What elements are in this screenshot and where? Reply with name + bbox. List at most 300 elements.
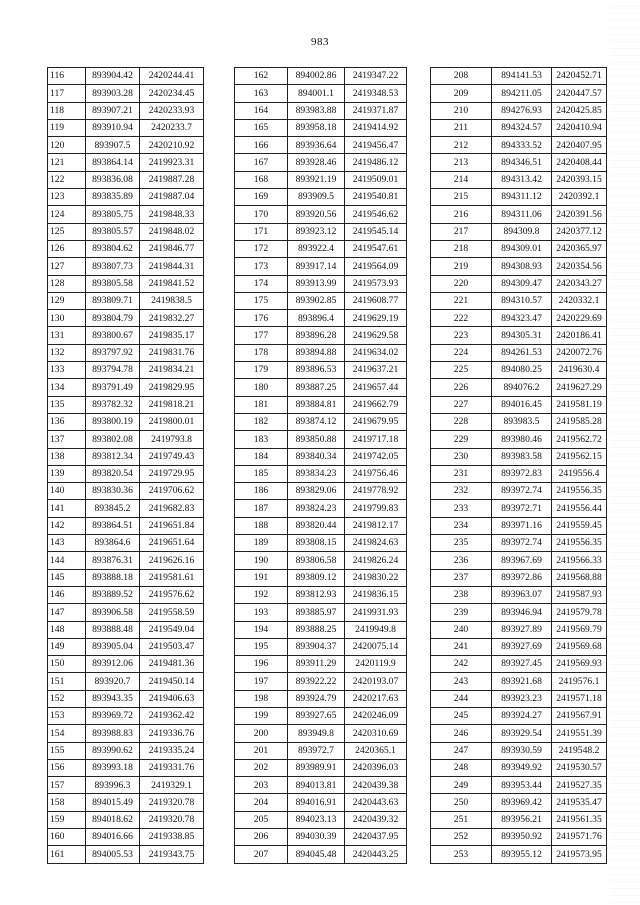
y-coordinate-cell: 2419562.15	[552, 448, 607, 465]
x-coordinate-cell: 893835.89	[86, 189, 140, 206]
x-coordinate-cell: 893983.88	[288, 102, 345, 119]
x-coordinate-cell: 893923.23	[492, 690, 552, 707]
point-number-cell: 247	[431, 742, 492, 759]
y-coordinate-cell: 2419846.77	[140, 240, 204, 257]
table-row	[431, 638, 607, 655]
x-coordinate-cell: 893896.53	[288, 362, 345, 379]
y-coordinate-cell: 2419556.35	[552, 535, 607, 552]
table-row	[431, 379, 607, 396]
table-row	[431, 396, 607, 413]
point-number-cell: 216	[431, 206, 492, 223]
y-coordinate-cell: 2419559.45	[552, 517, 607, 534]
x-coordinate-cell: 893917.14	[288, 258, 345, 275]
x-coordinate-cell: 893924.79	[288, 690, 345, 707]
y-coordinate-cell: 2419545.14	[345, 223, 407, 240]
x-coordinate-cell: 893836.08	[86, 171, 140, 188]
scan-edge-artifact	[610, 0, 640, 905]
x-coordinate-cell: 893920.7	[86, 673, 140, 690]
point-number-cell: 175	[235, 292, 288, 309]
y-coordinate-cell: 2420408.44	[552, 154, 607, 171]
table-row	[48, 604, 204, 621]
x-coordinate-cell: 893972.74	[492, 535, 552, 552]
point-number-cell: 249	[431, 777, 492, 794]
point-number-cell: 240	[431, 621, 492, 638]
y-coordinate-cell: 2419549.04	[140, 621, 204, 638]
x-coordinate-cell: 894015.49	[86, 794, 140, 811]
table-row	[48, 552, 204, 569]
point-number-cell: 130	[48, 310, 86, 327]
point-number-cell: 204	[235, 794, 288, 811]
x-coordinate-cell: 893910.94	[86, 119, 140, 136]
point-number-cell: 206	[235, 829, 288, 846]
x-coordinate-cell: 894310.57	[492, 292, 552, 309]
table-row	[48, 413, 204, 430]
point-number-cell: 167	[235, 154, 288, 171]
x-coordinate-cell: 893990.62	[86, 742, 140, 759]
table-row	[48, 535, 204, 552]
point-number-cell: 196	[235, 656, 288, 673]
y-coordinate-cell: 2419637.21	[345, 362, 407, 379]
y-coordinate-cell: 2419569.68	[552, 638, 607, 655]
y-coordinate-cell: 2419838.5	[140, 292, 204, 309]
point-number-cell: 128	[48, 275, 86, 292]
table-row	[431, 189, 607, 206]
y-coordinate-cell: 2419348.53	[345, 85, 407, 102]
table-row	[431, 327, 607, 344]
x-coordinate-cell: 894016.91	[288, 794, 345, 811]
point-number-cell: 228	[431, 413, 492, 430]
x-coordinate-cell: 893812.93	[288, 586, 345, 603]
x-coordinate-cell: 893927.69	[492, 638, 552, 655]
y-coordinate-cell: 2419569.79	[552, 621, 607, 638]
coordinate-table-1	[47, 67, 204, 864]
table-row	[431, 483, 607, 500]
x-coordinate-cell: 893907.5	[86, 137, 140, 154]
table-row	[431, 673, 607, 690]
x-coordinate-cell: 893887.25	[288, 379, 345, 396]
table-row	[235, 725, 407, 742]
point-number-cell: 241	[431, 638, 492, 655]
table-row	[48, 517, 204, 534]
x-coordinate-cell: 893927.45	[492, 656, 552, 673]
point-number-cell: 150	[48, 656, 86, 673]
table-row	[48, 811, 204, 828]
table-row	[48, 310, 204, 327]
point-number-cell: 248	[431, 759, 492, 776]
point-number-cell: 185	[235, 465, 288, 482]
y-coordinate-cell: 2420447.57	[552, 85, 607, 102]
x-coordinate-cell: 893840.34	[288, 448, 345, 465]
point-number-cell: 129	[48, 292, 86, 309]
point-number-cell: 197	[235, 673, 288, 690]
y-coordinate-cell: 2419844.31	[140, 258, 204, 275]
y-coordinate-cell: 2419576.62	[140, 586, 204, 603]
table-row	[48, 292, 204, 309]
table-row	[431, 431, 607, 448]
y-coordinate-cell: 2419651.84	[140, 517, 204, 534]
table-row	[431, 759, 607, 776]
coordinate-table-3	[430, 67, 607, 864]
y-coordinate-cell: 2419320.78	[140, 811, 204, 828]
x-coordinate-cell: 893804.62	[86, 240, 140, 257]
y-coordinate-cell: 2419562.72	[552, 431, 607, 448]
y-coordinate-cell: 2419717.18	[345, 431, 407, 448]
x-coordinate-cell: 893911.29	[288, 656, 345, 673]
point-number-cell: 223	[431, 327, 492, 344]
point-number-cell: 218	[431, 240, 492, 257]
point-number-cell: 131	[48, 327, 86, 344]
x-coordinate-cell: 893920.56	[288, 206, 345, 223]
table-row	[431, 586, 607, 603]
x-coordinate-cell: 893809.71	[86, 292, 140, 309]
point-number-cell: 251	[431, 811, 492, 828]
y-coordinate-cell: 2419556.44	[552, 500, 607, 517]
table-row	[48, 102, 204, 119]
y-coordinate-cell: 2419566.33	[552, 552, 607, 569]
x-coordinate-cell: 893907.21	[86, 102, 140, 119]
table-row	[235, 604, 407, 621]
point-number-cell: 133	[48, 362, 86, 379]
x-coordinate-cell: 893930.59	[492, 742, 552, 759]
y-coordinate-cell: 2419829.95	[140, 379, 204, 396]
table-row	[431, 725, 607, 742]
x-coordinate-cell: 893950.92	[492, 829, 552, 846]
table-row	[431, 258, 607, 275]
table-row	[48, 119, 204, 136]
table-row	[235, 742, 407, 759]
y-coordinate-cell: 2419320.78	[140, 794, 204, 811]
point-number-cell: 136	[48, 413, 86, 430]
y-coordinate-cell: 2419561.35	[552, 811, 607, 828]
table-row	[431, 707, 607, 724]
table-row	[431, 362, 607, 379]
x-coordinate-cell: 893806.58	[288, 552, 345, 569]
point-number-cell: 151	[48, 673, 86, 690]
table-row	[48, 829, 204, 846]
x-coordinate-cell: 893794.78	[86, 362, 140, 379]
table-row	[431, 777, 607, 794]
x-coordinate-cell: 893850.88	[288, 431, 345, 448]
y-coordinate-cell: 2419450.14	[140, 673, 204, 690]
y-coordinate-cell: 2420210.92	[140, 137, 204, 154]
y-coordinate-cell: 2419336.76	[140, 725, 204, 742]
y-coordinate-cell: 2419923.31	[140, 154, 204, 171]
y-coordinate-cell: 2419486.12	[345, 154, 407, 171]
x-coordinate-cell: 894324.57	[492, 119, 552, 136]
point-number-cell: 230	[431, 448, 492, 465]
x-coordinate-cell: 893955.12	[492, 846, 552, 863]
point-number-cell: 138	[48, 448, 86, 465]
point-number-cell: 159	[48, 811, 86, 828]
point-number-cell: 172	[235, 240, 288, 257]
x-coordinate-cell: 893808.15	[288, 535, 345, 552]
point-number-cell: 176	[235, 310, 288, 327]
x-coordinate-cell: 893949.8	[288, 725, 345, 742]
table-row	[235, 362, 407, 379]
x-coordinate-cell: 893905.04	[86, 638, 140, 655]
x-coordinate-cell: 893885.97	[288, 604, 345, 621]
x-coordinate-cell: 893924.27	[492, 707, 552, 724]
x-coordinate-cell: 894261.53	[492, 344, 552, 361]
x-coordinate-cell: 893820.54	[86, 465, 140, 482]
table-row	[431, 569, 607, 586]
table-row	[48, 85, 204, 102]
y-coordinate-cell: 2419558.59	[140, 604, 204, 621]
y-coordinate-cell: 2419706.62	[140, 483, 204, 500]
y-coordinate-cell: 2420392.1	[552, 189, 607, 206]
y-coordinate-cell: 2419799.83	[345, 500, 407, 517]
x-coordinate-cell: 893896.28	[288, 327, 345, 344]
table-row	[48, 846, 204, 863]
x-coordinate-cell: 894309.8	[492, 223, 552, 240]
x-coordinate-cell: 893972.71	[492, 500, 552, 517]
x-coordinate-cell: 894333.52	[492, 137, 552, 154]
y-coordinate-cell: 2419729.95	[140, 465, 204, 482]
point-number-cell: 245	[431, 707, 492, 724]
y-coordinate-cell: 2419456.47	[345, 137, 407, 154]
point-number-cell: 215	[431, 189, 492, 206]
y-coordinate-cell: 2419835.17	[140, 327, 204, 344]
table-row	[235, 811, 407, 828]
point-number-cell: 177	[235, 327, 288, 344]
point-number-cell: 209	[431, 85, 492, 102]
point-number-cell: 253	[431, 846, 492, 863]
x-coordinate-cell: 893888.18	[86, 569, 140, 586]
y-coordinate-cell: 2419848.02	[140, 223, 204, 240]
y-coordinate-cell: 2419627.29	[552, 379, 607, 396]
table-row	[431, 517, 607, 534]
x-coordinate-cell: 893876.31	[86, 552, 140, 569]
x-coordinate-cell: 893936.64	[288, 137, 345, 154]
x-coordinate-cell: 893864.51	[86, 517, 140, 534]
y-coordinate-cell: 2419830.22	[345, 569, 407, 586]
table-row	[235, 777, 407, 794]
point-number-cell: 250	[431, 794, 492, 811]
y-coordinate-cell: 2419571.76	[552, 829, 607, 846]
x-coordinate-cell: 894018.62	[86, 811, 140, 828]
x-coordinate-cell: 893809.12	[288, 569, 345, 586]
table-row	[48, 742, 204, 759]
table-row	[431, 240, 607, 257]
y-coordinate-cell: 2419793.8	[140, 431, 204, 448]
y-coordinate-cell: 2420119.9	[345, 656, 407, 673]
table-row	[48, 777, 204, 794]
x-coordinate-cell: 894309.47	[492, 275, 552, 292]
y-coordinate-cell: 2419503.47	[140, 638, 204, 655]
y-coordinate-cell: 2419573.95	[552, 846, 607, 863]
point-number-cell: 134	[48, 379, 86, 396]
table-row	[235, 517, 407, 534]
table-row	[431, 742, 607, 759]
point-number-cell: 234	[431, 517, 492, 534]
table-row	[235, 119, 407, 136]
table-row	[431, 535, 607, 552]
point-number-cell: 194	[235, 621, 288, 638]
table-row	[431, 448, 607, 465]
point-number-cell: 198	[235, 690, 288, 707]
x-coordinate-cell: 893983.58	[492, 448, 552, 465]
point-number-cell: 160	[48, 829, 86, 846]
x-coordinate-cell: 894311.12	[492, 189, 552, 206]
table-row	[48, 275, 204, 292]
table-row	[235, 846, 407, 863]
point-number-cell: 213	[431, 154, 492, 171]
point-number-cell: 156	[48, 759, 86, 776]
table-row	[235, 431, 407, 448]
x-coordinate-cell: 893993.18	[86, 759, 140, 776]
table-row	[48, 258, 204, 275]
table-row	[48, 656, 204, 673]
y-coordinate-cell: 2420377.12	[552, 223, 607, 240]
point-number-cell: 135	[48, 396, 86, 413]
x-coordinate-cell: 894311.06	[492, 206, 552, 223]
x-coordinate-cell: 893904.42	[86, 68, 140, 85]
x-coordinate-cell: 894002.86	[288, 68, 345, 85]
table-row	[431, 137, 607, 154]
point-number-cell: 233	[431, 500, 492, 517]
y-coordinate-cell: 2419630.4	[552, 362, 607, 379]
x-coordinate-cell: 893980.46	[492, 431, 552, 448]
x-coordinate-cell: 893988.83	[86, 725, 140, 742]
point-number-cell: 140	[48, 483, 86, 500]
y-coordinate-cell: 2419608.77	[345, 292, 407, 309]
table-row	[431, 846, 607, 863]
y-coordinate-cell: 2419509.01	[345, 171, 407, 188]
point-number-cell: 146	[48, 586, 86, 603]
y-coordinate-cell: 2419414.92	[345, 119, 407, 136]
point-number-cell: 190	[235, 552, 288, 569]
table-row	[48, 137, 204, 154]
y-coordinate-cell: 2420452.71	[552, 68, 607, 85]
point-number-cell: 118	[48, 102, 86, 119]
point-number-cell: 192	[235, 586, 288, 603]
point-number-cell: 164	[235, 102, 288, 119]
point-number-cell: 201	[235, 742, 288, 759]
point-number-cell: 220	[431, 275, 492, 292]
point-number-cell: 205	[235, 811, 288, 828]
y-coordinate-cell: 2419662.79	[345, 396, 407, 413]
y-coordinate-cell: 2419834.21	[140, 362, 204, 379]
table-row	[235, 569, 407, 586]
table-row	[431, 292, 607, 309]
x-coordinate-cell: 894016.45	[492, 396, 552, 413]
y-coordinate-cell: 2420410.94	[552, 119, 607, 136]
point-number-cell: 149	[48, 638, 86, 655]
table-row	[235, 154, 407, 171]
point-number-cell: 121	[48, 154, 86, 171]
table-row	[48, 707, 204, 724]
y-coordinate-cell: 2420393.15	[552, 171, 607, 188]
table-row	[48, 569, 204, 586]
point-number-cell: 147	[48, 604, 86, 621]
table-row	[235, 396, 407, 413]
point-number-cell: 207	[235, 846, 288, 863]
y-coordinate-cell: 2420443.25	[345, 846, 407, 863]
y-coordinate-cell: 2419556.4	[552, 465, 607, 482]
table-row	[48, 362, 204, 379]
x-coordinate-cell: 893996.3	[86, 777, 140, 794]
table-row	[235, 310, 407, 327]
y-coordinate-cell: 2419551.39	[552, 725, 607, 742]
x-coordinate-cell: 893791.49	[86, 379, 140, 396]
point-number-cell: 145	[48, 569, 86, 586]
point-number-cell: 184	[235, 448, 288, 465]
x-coordinate-cell: 894308.93	[492, 258, 552, 275]
point-number-cell: 141	[48, 500, 86, 517]
y-coordinate-cell: 2419481.36	[140, 656, 204, 673]
x-coordinate-cell: 893800.67	[86, 327, 140, 344]
y-coordinate-cell: 2420246.09	[345, 707, 407, 724]
y-coordinate-cell: 2420396.03	[345, 759, 407, 776]
x-coordinate-cell: 893912.06	[86, 656, 140, 673]
y-coordinate-cell: 2419573.93	[345, 275, 407, 292]
y-coordinate-cell: 2419585.28	[552, 413, 607, 430]
y-coordinate-cell: 2420365.97	[552, 240, 607, 257]
y-coordinate-cell: 2419362.42	[140, 707, 204, 724]
point-number-cell: 246	[431, 725, 492, 742]
x-coordinate-cell: 893888.25	[288, 621, 345, 638]
point-number-cell: 188	[235, 517, 288, 534]
table-row	[48, 448, 204, 465]
y-coordinate-cell: 2419812.17	[345, 517, 407, 534]
y-coordinate-cell: 2420229.69	[552, 310, 607, 327]
y-coordinate-cell: 2419836.15	[345, 586, 407, 603]
point-number-cell: 125	[48, 223, 86, 240]
y-coordinate-cell: 2419371.87	[345, 102, 407, 119]
table-row	[48, 396, 204, 413]
point-number-cell: 122	[48, 171, 86, 188]
table-row	[235, 292, 407, 309]
y-coordinate-cell: 2419576.1	[552, 673, 607, 690]
point-number-cell: 183	[235, 431, 288, 448]
x-coordinate-cell: 893802.08	[86, 431, 140, 448]
x-coordinate-cell: 894013.81	[288, 777, 345, 794]
x-coordinate-cell: 893903.28	[86, 85, 140, 102]
y-coordinate-cell: 2420233.93	[140, 102, 204, 119]
point-number-cell: 235	[431, 535, 492, 552]
point-number-cell: 239	[431, 604, 492, 621]
table-row	[235, 206, 407, 223]
x-coordinate-cell: 893972.7	[288, 742, 345, 759]
x-coordinate-cell: 893946.94	[492, 604, 552, 621]
table-row	[431, 154, 607, 171]
x-coordinate-cell: 893805.58	[86, 275, 140, 292]
point-number-cell: 203	[235, 777, 288, 794]
point-number-cell: 242	[431, 656, 492, 673]
point-number-cell: 186	[235, 483, 288, 500]
x-coordinate-cell: 893972.86	[492, 569, 552, 586]
table-row	[235, 68, 407, 85]
table-row	[48, 673, 204, 690]
table-row	[48, 586, 204, 603]
y-coordinate-cell: 2419742.05	[345, 448, 407, 465]
y-coordinate-cell: 2419887.28	[140, 171, 204, 188]
point-number-cell: 139	[48, 465, 86, 482]
y-coordinate-cell: 2419579.78	[552, 604, 607, 621]
y-coordinate-cell: 2420365.1	[345, 742, 407, 759]
table-row	[235, 690, 407, 707]
table-row	[235, 327, 407, 344]
table-row	[48, 223, 204, 240]
table-row	[48, 171, 204, 188]
y-coordinate-cell: 2419567.91	[552, 707, 607, 724]
y-coordinate-cell: 2419756.46	[345, 465, 407, 482]
y-coordinate-cell: 2419527.35	[552, 777, 607, 794]
y-coordinate-cell: 2419548.2	[552, 742, 607, 759]
table-row	[431, 690, 607, 707]
y-coordinate-cell: 2420072.76	[552, 344, 607, 361]
x-coordinate-cell: 894005.53	[86, 846, 140, 863]
